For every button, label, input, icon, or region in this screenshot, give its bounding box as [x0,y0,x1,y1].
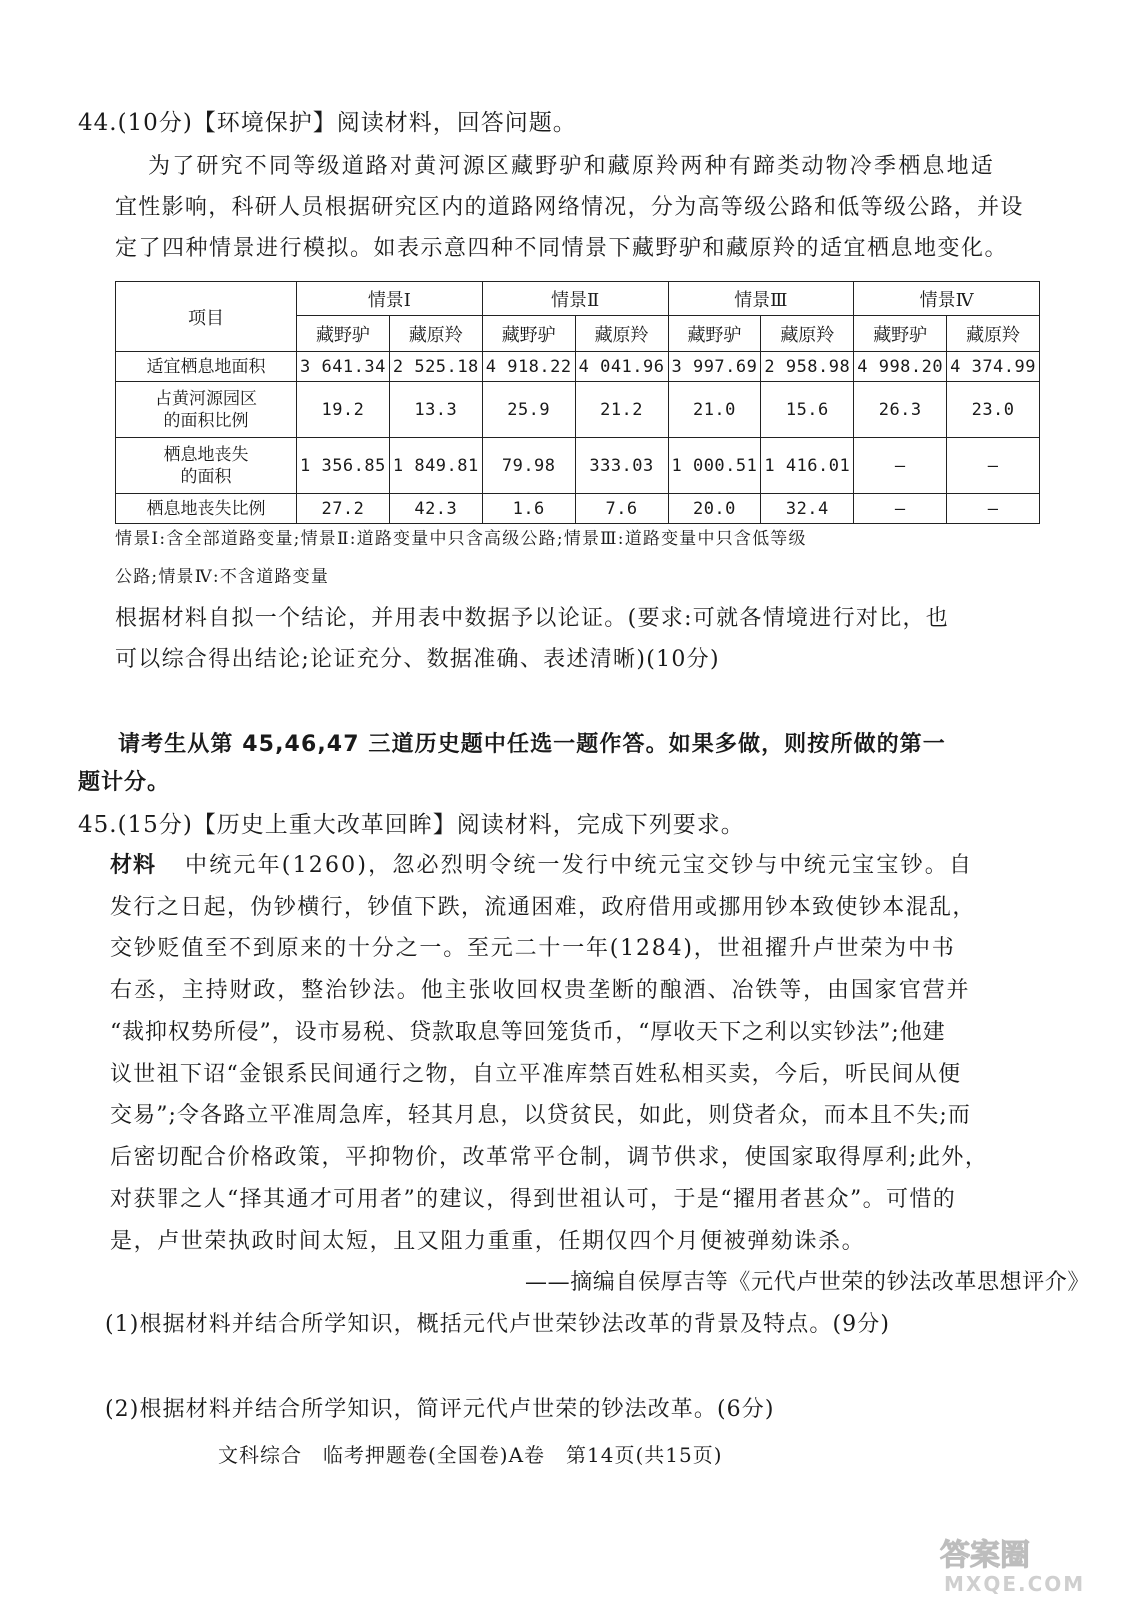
table-cell: 21.2 [575,382,668,438]
species-header: 藏原羚 [389,316,482,352]
material-line: 发行之日起，伪钞横行，钞值下跌，流通困难，政府借用或挪用钞本致使钞本混乱， [110,895,976,920]
material-line: 中统元年(1260)，忽必烈明令统一发行中统元宝交钞与中统元宝宝钞。自 [185,853,974,878]
table-row [116,494,1040,524]
material-line: 后密切配合价格政策，平抑物价，改革常平仓制，调节供求，使国家取得厚利;此外， [110,1145,989,1170]
material-line: 对获罪之人“择其通才可用者”的建议，得到世祖认可，于是“擢用者甚众”。可惜的 [110,1187,957,1212]
row-label-line: 占黄河源园区 [155,388,257,409]
table-cell: 333.03 [575,438,668,494]
site-watermark [930,1535,1120,1597]
table-cell: 79.98 [482,438,575,494]
table-cell: 42.3 [389,494,482,524]
row-label-line: 栖息地丧失 [163,444,249,465]
corner-label: 项目 [188,307,224,329]
material-source: ——摘编自侯厚吉等《元代卢世荣的钞法改革思想评介》 [525,1270,1091,1295]
table-row [116,382,1040,438]
table-cell: 1 000.51 [668,438,761,494]
table-cell: 19.2 [297,382,390,438]
table-cell: 20.0 [668,494,761,524]
table-cell: 3 641.34 [297,352,390,382]
species-header: 藏野驴 [297,316,390,352]
table-cell: 23.0 [947,382,1040,438]
q44-heading: 44.(10分)【环境保护】阅读材料，回答问题。 [78,110,577,136]
table-cell: 21.0 [668,382,761,438]
scenario-header: 情景Ⅰ [297,282,483,316]
svg-text:MXQE.COM: MXQE.COM [944,1572,1086,1596]
species-header: 藏野驴 [482,316,575,352]
table-cell: 1 849.81 [389,438,482,494]
species-header: 藏野驴 [668,316,761,352]
page-footer: 文科综合 临考押题卷(全国卷)A卷 第14页(共15页) [218,1443,723,1467]
q44-question-line: 可以综合得出结论;论证充分、数据准确、表述清晰)(10分) [115,647,720,672]
elective-instruction: 请考生从第 45,46,47 三道历史题中任选一题作答。如果多做，则按所做的第一 [118,732,946,757]
table-cell: 27.2 [297,494,390,524]
q44-paragraph-line: 为了研究不同等级道路对黄河源区藏野驴和藏原羚两种有蹄类动物冷季栖息地适 [148,154,996,179]
table-cell: — [947,494,1040,524]
q45-subquestion-1: (1)根据材料并结合所学知识，概括元代卢世荣钞法改革的背景及特点。(9分) [105,1312,891,1337]
table-cell: — [947,438,1040,494]
table-cell: 1 356.85 [297,438,390,494]
watermark-logo-icon [930,1535,1120,1597]
material-line: 交钞贬值至不到原来的十分之一。至元二十一年(1284)，世祖擢升卢世荣为中书 [110,936,956,961]
table-cell: 15.6 [761,382,854,438]
table-cell: — [854,438,947,494]
species-header: 藏野驴 [854,316,947,352]
table-cell: 4 041.96 [575,352,668,382]
row-label-line: 的面积 [180,466,232,487]
habitat-data-table [115,281,1040,524]
row-label-line: 的面积比例 [163,410,249,431]
material-label: 材料 [110,853,157,878]
species-header: 藏原羚 [947,316,1040,352]
table-row [116,352,1040,382]
material-line: 议世祖下诏“金银系民间通行之物，自立平准库禁百姓私相买卖，今后，听民间从便 [110,1062,962,1087]
table-cell: — [854,494,947,524]
material-line: “裁抑权势所侵”，设市易税、贷款取息等回笼货币，“厚收天下之利以实钞法”;他建 [110,1020,946,1045]
row-label [116,382,297,438]
q44-paragraph-line: 定了四种情景进行模拟。如表示意四种不同情景下藏野驴和藏原羚的适宜栖息地变化。 [115,236,1009,261]
scenario-header: 情景Ⅱ [482,282,668,316]
table-cell: 13.3 [389,382,482,438]
table-note-line: 情景Ⅰ:含全部道路变量;情景Ⅱ:道路变量中只含高级公路;情景Ⅲ:道路变量中只含低等级 [115,529,807,549]
table-row [116,438,1040,494]
material-line: 是，卢世荣执政时间太短，且又阻力重重，任期仅四个月便被弹劾诛杀。 [110,1229,866,1254]
species-header: 藏原羚 [575,316,668,352]
table-cell: 4 998.20 [854,352,947,382]
row-label [116,494,297,524]
table-corner-header [116,282,297,352]
species-header: 藏原羚 [761,316,854,352]
table-note-line: 公路;情景Ⅳ:不含道路变量 [115,567,330,587]
table-cell: 1.6 [482,494,575,524]
elective-instruction: 题计分。 [78,770,171,795]
scenario-header: 情景Ⅳ [854,282,1040,316]
table-cell: 1 416.01 [761,438,854,494]
table-cell: 7.6 [575,494,668,524]
svg-text:答案圈: 答案圈 [940,1538,1030,1573]
row-label-line: 栖息地丧失比例 [146,498,266,519]
table-cell: 2 525.18 [389,352,482,382]
table-cell: 32.4 [761,494,854,524]
row-label [116,438,297,494]
table-cell: 4 918.22 [482,352,575,382]
row-label-line: 适宜栖息地面积 [146,356,266,377]
row-label [116,352,297,382]
q45-heading: 45.(15分)【历史上重大改革回眸】阅读材料，完成下列要求。 [78,812,745,838]
table-cell: 25.9 [482,382,575,438]
table-cell: 26.3 [854,382,947,438]
table-cell: 2 958.98 [761,352,854,382]
material-line: 交易”;令各路立平准周急库，轻其月息，以贷贫民，如此，则贷者众，而本且不失;而 [110,1103,971,1128]
q45-subquestion-2: (2)根据材料并结合所学知识，简评元代卢世荣的钞法改革。(6分) [105,1397,775,1422]
table-cell: 3 997.69 [668,352,761,382]
scenario-header: 情景Ⅲ [668,282,854,316]
q44-question-line: 根据材料自拟一个结论，并用表中数据予以论证。(要求:可就各情境进行对比，也 [115,606,950,631]
table-cell: 4 374.99 [947,352,1040,382]
q44-paragraph-line: 宜性影响，科研人员根据研究区内的道路网络情况，分为高等级公路和低等级公路，并设 [115,195,1024,220]
material-line: 右丞，主持财政，整治钞法。他主张收回权贵垄断的酿酒、冶铁等，由国家官营并 [110,978,971,1003]
